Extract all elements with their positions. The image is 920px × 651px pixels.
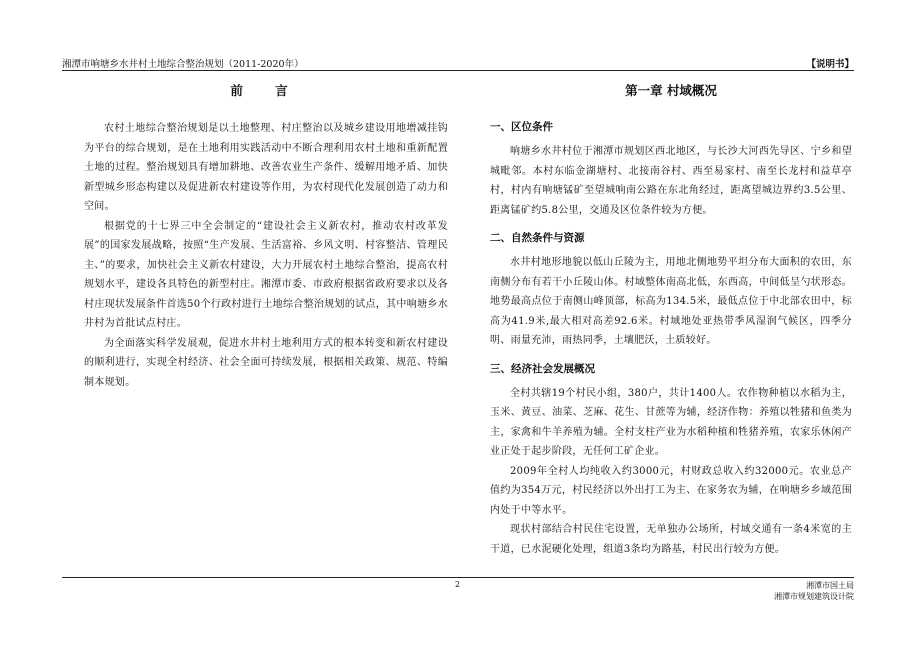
section-paragraph: 2009年全村人均纯收入约3000元，村财政总收入约32000元。农业总产值约为354万元，村民经济以外出打工为主、在家务农为辅，在响塘乡乡域范围内处于中等水平。 — [490, 465, 852, 516]
page-header — [62, 56, 854, 70]
section-heading-economy: 三、经济社会发展概况 — [490, 362, 595, 375]
preface-paragraph: 为全面落实科学发展观，促进水井村土地利用方式的根本转变和新农村建设的顺利进行，实现全村经济、社会全面可持续发展，根据相关政策、规范、特编制本规划。 — [84, 337, 448, 388]
section-paragraph: 响塘乡水井村位于湘潭市规划区西北地区，与长沙大河西先导区、宁乡和望城毗邻。本村东临金湖塘村、北接南谷村、西至易家村、南至长龙村和益草亭村，村内有响塘锰矿至望城响南公路在东北角经过，距离望城边界约3.5公里、距离锰矿约5.8公里，交通及区位条件较为方便。 — [490, 146, 852, 216]
section-heading-nature: 二、自然条件与资源 — [490, 232, 585, 244]
preface-paragraph: 根据党的十七界三中全会制定的“建设社会主义新农村，推动农村改革发展”的国家发展战略，按照“生产发展、生活富裕、乡风文明、村容整洁、管理民主、”的要求，加快社会主义新农村建设，大力开展农村土地综合整治，提高农村规划水平，建设各具特色的新型村庄。湘潭市委、市政府根据省政府要求以及各村庄现状发展条件首选50个行政村进行土地综合整治规划的试点，其中响塘乡水井村为首批试点村庄。 — [84, 220, 448, 329]
preface-title: 前 言 — [230, 83, 302, 98]
chapter-title: 第一章 村域概况 — [625, 83, 717, 98]
footer-org-design-institute: 湘潭市规划建筑设计院 — [774, 592, 854, 601]
page-number: 2 — [455, 580, 461, 589]
footer-organizations — [774, 580, 854, 602]
preface-column — [84, 76, 448, 392]
header-doc-type: 【说明书】 — [806, 59, 854, 70]
header-divider — [62, 70, 854, 71]
footer-divider — [62, 577, 854, 578]
footer-org-land-bureau: 湘潭市国土局 — [806, 581, 854, 590]
chapter-column — [490, 76, 852, 559]
section-heading-location: 一、区位条件 — [490, 121, 553, 133]
section-paragraph: 现状村部结合村民住宅设置，无单独办公场所，村域交通有一条4米宽的主干道，已水泥硬化处理，组道3条均为路基，村民出行较为方便。 — [490, 524, 852, 555]
section-paragraph: 全村共辖19个村民小组，380户，共计1400人。农作物种植以水稻为主，玉米、黄豆、油菜、芝麻、花生、甘蔗等为辅，经济作物：养殖以牲猪和鱼类为主，家禽和牛羊养殖为辅。全村支柱产业为水稻种植和牲猪养殖，农家乐休闲产业正处于起步阶段，无任何工矿企业。 — [490, 387, 852, 457]
section-paragraph: 水井村地形地貌以低山丘陵为主，用地北侧地势平坦分布大面积的农田，东南侧分布有若干小丘陵山体。村域整体南高北低，东西高，中间低呈勺状形态。地势最高点位于南侧山峰顶部，标高为134.5米，最低点位于中北部农田中，标高为41.9米,最大相对高差92.6米。村域地处亚热带季风湿润气候区，四季分明、雨量充沛，雨热同季，土壤肥沃，土质较好。 — [490, 257, 852, 346]
header-title: 湘潭市响塘乡水井村土地综合整治规划（2011-2020年） — [62, 59, 304, 70]
preface-paragraph: 农村土地综合整治规划是以土地整理、村庄整治以及城乡建设用地增减挂钩为平台的综合规划，是在土地利用实践活动中不断合理利用农村土地和重新配置土地的过程。整治规划具有增加耕地、改善农业生产条件、缓解用地矛盾、加快新型城乡形态构建以及促进新农村建设等作用，为农村现代化发展创造了动力和空间。 — [84, 123, 448, 212]
